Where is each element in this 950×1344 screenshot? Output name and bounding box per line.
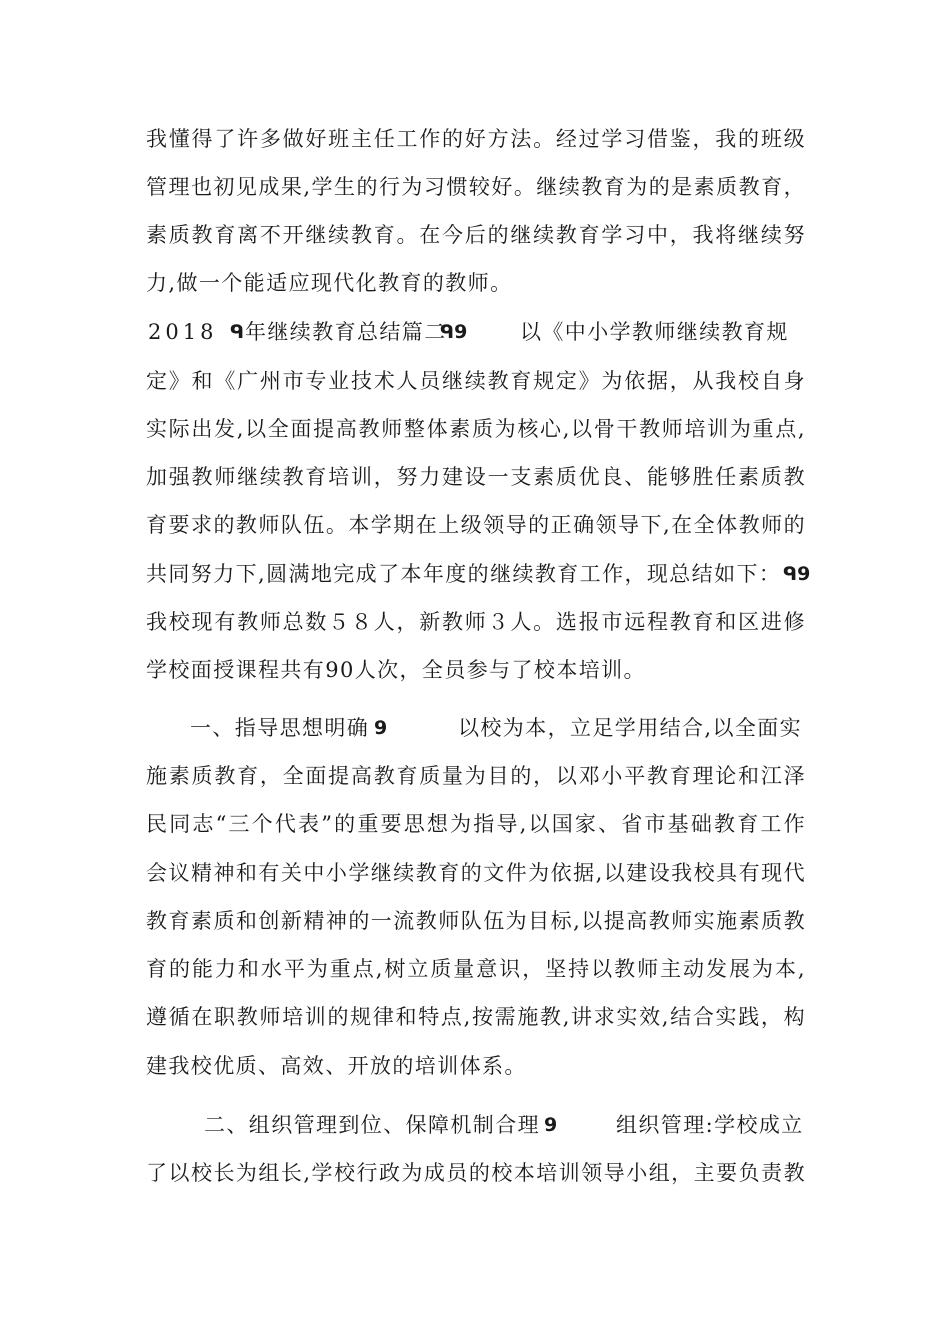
text-line: 学校面授课程共有90人次，全员参与了校本培训。 <box>146 658 646 682</box>
text-line: 我懂得了许多做好班主任工作的好方法。经过学习借鉴，我的班级 <box>146 127 806 151</box>
section-heading-line <box>146 710 806 746</box>
section-heading-line <box>146 1107 806 1143</box>
text-line: 管理也初见成果,学生的行为习惯较好。继续教育为的是素质教育， <box>146 175 806 199</box>
text-line: 建我校优质、高效、开放的培训体系。 <box>146 1054 527 1078</box>
section-heading: 二、组织管理到位、保障机制合理 <box>204 1113 540 1137</box>
text-line: 以《中小学教师继续教育规 <box>520 320 789 344</box>
text-line: 教育素质和创新精神的一流教师队伍为目标,以提高教师实施素质教 <box>146 909 806 933</box>
text-line: 加强教师继续教育培训，努力建设一支素质优良、能够胜任素质教 <box>146 465 806 489</box>
text-line: 定》和《广州市专业技术人员继续教育规定》为依据，从我校自身 <box>146 369 806 393</box>
symbol-mark: ᑫ9 <box>783 563 811 585</box>
text-line: 以校为本，立足学用结合,以全面实 <box>458 716 803 740</box>
text-line: 组织管理:学校成立 <box>616 1113 804 1137</box>
symbol-mark: 9 <box>544 1114 558 1136</box>
symbol-mark: ᑫ <box>230 321 245 343</box>
text-line: 了以校长为组长,学校行政为成员的校本培训领导小组，主要负责教 <box>146 1161 806 1185</box>
text-line: 遵循在职教师培训的规律和特点,按需施教,讲求实效,结合实践，构 <box>146 1005 806 1029</box>
symbol-mark: ᑫ9 <box>440 321 468 343</box>
text-line: 力,做一个能适应现代化教育的教师。 <box>146 271 513 295</box>
article-heading-line <box>146 314 806 350</box>
symbol-mark: 9 <box>374 717 388 739</box>
year-text: 2018 <box>148 320 218 344</box>
text-line-content: 共同努力下,圆满地完成了本年度的继续教育工作，现总结如下： <box>146 562 782 586</box>
section-heading: 一、指导思想明确 <box>190 716 370 740</box>
text-line <box>146 556 811 592</box>
text-line: 我校现有教师总数５８人，新教师３人。选报市远程教育和区进修 <box>146 610 806 634</box>
text-line: 育要求的教师队伍。本学期在上级领导的正确领导下,在全体教师的 <box>146 513 806 537</box>
text-line: 民同志“三个代表”的重要思想为指导,以国家、省市基础教育工作 <box>146 812 806 836</box>
text-line: 施素质教育，全面提高教育质量为目的，以邓小平教育理论和江泽 <box>146 764 806 788</box>
article-title: 年继续教育总结篇二 <box>245 320 447 344</box>
text-line: 育的能力和水平为重点,树立质量意识，坚持以教师主动发展为本, <box>146 957 806 981</box>
text-line: 会议精神和有关中小学继续教育的文件为依据,以建设我校具有现代 <box>146 861 806 885</box>
text-line: 实际出发,以全面提高教师整体素质为核心,以骨干教师培训为重点, <box>146 417 806 441</box>
text-line: 素质教育离不开继续教育。在今后的继续教育学习中，我将继续努 <box>146 223 806 247</box>
